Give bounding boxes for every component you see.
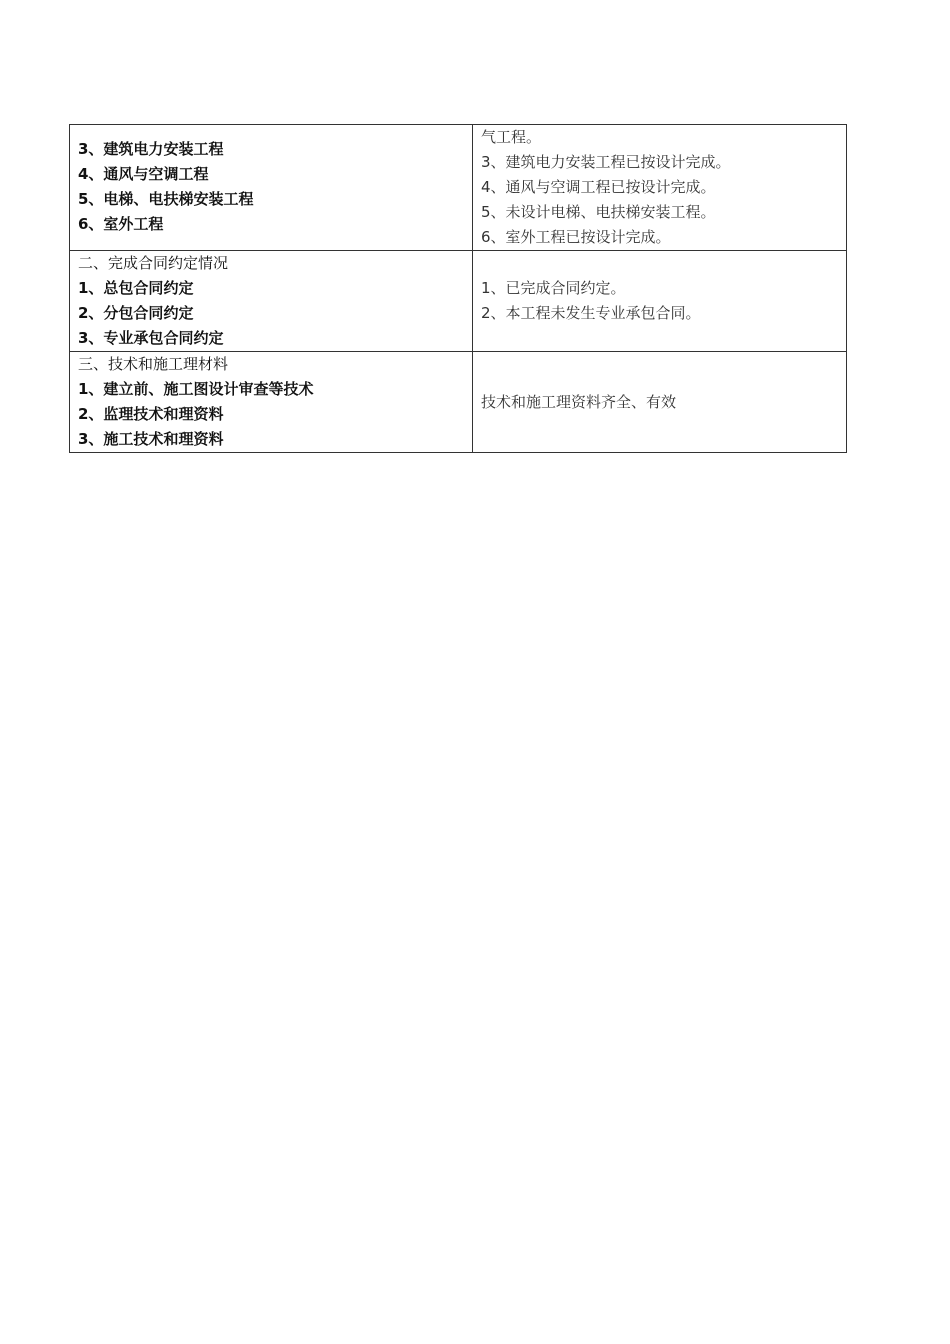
status-line: 5、未设计电梯、电扶梯安装工程。 [481,203,716,221]
status-line: 3、建筑电力安装工程已按设计完成。 [481,153,731,171]
status-line: 4、通风与空调工程已按设计完成。 [481,178,716,196]
status-line: 1、已完成合同约定。 [481,279,626,297]
table-cell-status [473,125,847,251]
item-line: 4、通风与空调工程 [78,165,209,183]
table-cell-items [70,251,473,352]
table-cell-items [70,125,473,251]
table-cell-items [70,352,473,453]
table-row [70,352,847,453]
table-cell-status [473,352,847,453]
item-line: 3、专业承包合同约定 [78,329,224,347]
section-heading: 二、完成合同约定情况 [78,254,229,272]
item-line: 3、建筑电力安装工程 [78,140,224,158]
item-line: 6、室外工程 [78,215,164,233]
item-line: 1、总包合同约定 [78,279,194,297]
completion-review-table [69,124,847,453]
item-line: 3、施工技术和理资料 [78,430,224,448]
item-line: 1、建立前、施工图设计审查等技术 [78,380,314,398]
status-line: 6、室外工程已按设计完成。 [481,228,671,246]
section-heading: 三、技术和施工理材料 [78,355,229,373]
table-cell-status [473,251,847,352]
status-line: 2、本工程未发生专业承包合同。 [481,304,701,322]
status-line: 气工程。 [481,128,542,146]
status-line: 技术和施工理资料齐全、有效 [481,392,677,411]
table-row [70,251,847,352]
item-line: 2、监理技术和理资料 [78,405,224,423]
table-row [70,125,847,251]
item-line: 2、分包合同约定 [78,304,194,322]
item-line: 5、电梯、电扶梯安装工程 [78,190,254,208]
